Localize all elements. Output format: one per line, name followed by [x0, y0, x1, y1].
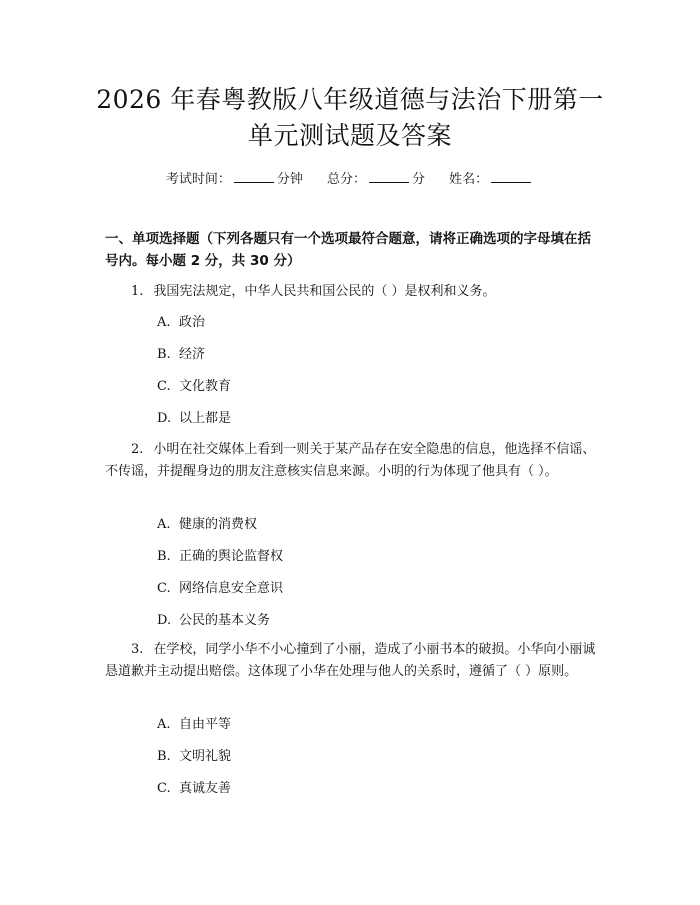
option-letter: A. [157, 315, 171, 330]
option-item [157, 580, 283, 598]
option-text: 文明礼貌 [179, 749, 232, 764]
option-letter: C. [157, 581, 171, 596]
document-title-line-2: 单元测试题及答案 [247, 121, 452, 150]
section-heading-single-choice: 一、单项选择题（下列各题只有一个选项最符合题意，请将正确选项的字母填在括号内。每小题 2 分，共 30 分） [105, 231, 591, 269]
exam-time-unit: 分钟 [276, 172, 303, 187]
question-text: 小明在社交媒体上看到一则关于某产品存在安全隐患的信息，他选择不信谣、不传谣，并提醒身边的朋友注意核实信息来源。小明的行为体现了他具有（ ）。 [105, 442, 596, 479]
option-item [157, 716, 231, 734]
question-text: 在学校，同学小华不小心撞到了小丽，造成了小丽书本的破损。小华向小丽诚恳道歉并主动提出赔偿。这体现了小华在处理与他人的关系时，遵循了（ ）原则。 [105, 642, 596, 679]
option-letter: A. [157, 517, 171, 532]
option-letter: B. [157, 749, 171, 764]
option-item [157, 548, 283, 566]
option-item [157, 516, 257, 534]
option-letter: B. [157, 549, 171, 564]
option-item [157, 410, 231, 428]
total-score-unit: 分 [412, 172, 426, 187]
question-number: 3. [131, 642, 144, 657]
option-item [157, 346, 205, 364]
student-name-blank [491, 168, 531, 183]
total-score-field [327, 168, 425, 189]
option-letter: C. [157, 781, 171, 796]
option-letter: C. [157, 379, 171, 394]
option-text: 经济 [179, 347, 206, 362]
option-letter: B. [157, 347, 171, 362]
option-text: 正确的舆论监督权 [179, 549, 284, 564]
exam-info-row [0, 168, 700, 189]
option-item [157, 612, 270, 630]
option-item [157, 748, 231, 766]
option-text: 真诚友善 [179, 781, 232, 796]
exam-time-field [166, 168, 303, 189]
option-item [157, 314, 205, 332]
option-letter: D. [157, 411, 172, 426]
question-1 [105, 281, 600, 303]
option-item [157, 378, 231, 396]
exam-time-blank [234, 168, 274, 183]
document-title-line-1: 2026 年春粤教版八年级道德与法治下册第一 [96, 85, 604, 114]
option-text: 政治 [179, 315, 206, 330]
option-item [157, 780, 231, 798]
question-number: 1. [131, 284, 144, 299]
total-score-blank [369, 168, 409, 183]
student-name-label: 姓名： [449, 172, 489, 187]
question-2 [105, 439, 600, 483]
option-letter: A. [157, 717, 171, 732]
option-text: 网络信息安全意识 [179, 581, 284, 596]
question-number: 2. [131, 442, 144, 457]
option-text: 文化教育 [179, 379, 232, 394]
option-text: 健康的消费权 [179, 517, 258, 532]
option-text: 公民的基本义务 [179, 613, 271, 628]
option-text: 自由平等 [179, 717, 232, 732]
total-score-label: 总分： [326, 172, 366, 187]
question-text: 我国宪法规定，中华人民共和国公民的（ ）是权利和义务。 [153, 284, 496, 299]
question-3 [105, 639, 600, 683]
student-name-field [449, 168, 534, 189]
exam-time-label: 考试时间： [165, 172, 231, 187]
option-text: 以上都是 [179, 411, 232, 426]
option-letter: D. [157, 613, 172, 628]
